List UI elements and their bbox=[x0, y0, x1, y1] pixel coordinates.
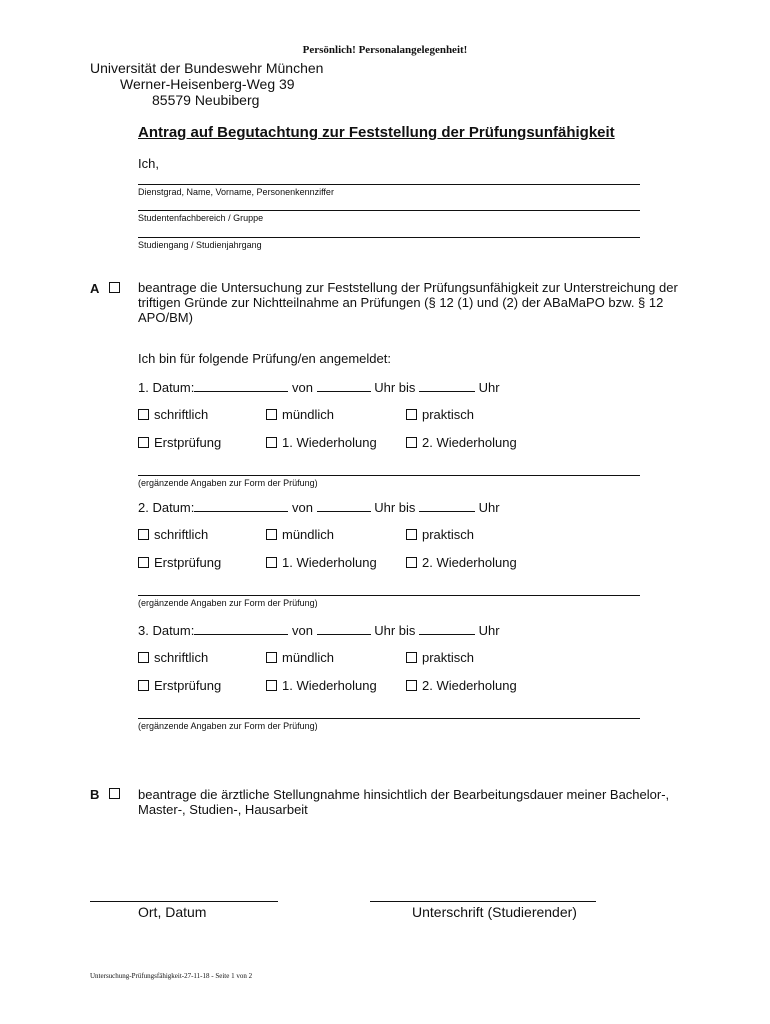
exam-2-to-label: Uhr bis bbox=[374, 500, 416, 515]
checkbox-icon[interactable] bbox=[266, 680, 277, 691]
checkbox-icon[interactable] bbox=[138, 557, 149, 568]
place-date-label: Ort, Datum bbox=[138, 904, 207, 920]
exam-3-to-label: Uhr bis bbox=[374, 623, 416, 638]
exam-2-option-repeat-1[interactable] bbox=[266, 555, 377, 570]
exam-1-supplement-label: (ergänzende Angaben zur Form der Prüfung) bbox=[138, 478, 318, 488]
field-line-name[interactable] bbox=[138, 184, 640, 185]
checkbox-icon[interactable] bbox=[406, 409, 417, 420]
checkbox-icon[interactable] bbox=[406, 437, 417, 448]
option-label: 2. Wiederholung bbox=[422, 555, 517, 570]
place-date-line[interactable] bbox=[90, 901, 278, 902]
option-label: mündlich bbox=[282, 650, 335, 665]
checkbox-icon[interactable] bbox=[138, 437, 149, 448]
exam-3-date-field[interactable] bbox=[194, 623, 288, 635]
exam-2-option-written[interactable] bbox=[138, 527, 208, 542]
exam-3-supplement-label: (ergänzende Angaben zur Form der Prüfung) bbox=[138, 721, 318, 731]
option-label: schriftlich bbox=[154, 527, 209, 542]
option-label: 1. Wiederholung bbox=[282, 678, 377, 693]
address-city: 85579 Neubiberg bbox=[152, 92, 260, 108]
checkbox-icon[interactable] bbox=[266, 557, 277, 568]
exam-2-from-field[interactable] bbox=[317, 500, 371, 512]
exam-1-date-field[interactable] bbox=[194, 380, 288, 392]
exam-1-option-oral[interactable] bbox=[266, 407, 334, 422]
checkbox-icon[interactable] bbox=[138, 529, 149, 540]
section-b-letter: B bbox=[90, 787, 100, 802]
exam-2-option-first[interactable] bbox=[138, 555, 221, 570]
exam-3-date-row bbox=[138, 623, 500, 638]
exam-1-option-practical[interactable] bbox=[406, 407, 474, 422]
option-label: 1. Wiederholung bbox=[282, 555, 377, 570]
option-label: Erstprüfung bbox=[154, 678, 222, 693]
exam-3-to-field[interactable] bbox=[419, 623, 475, 635]
exam-1-uhr-label: Uhr bbox=[478, 380, 500, 395]
exam-1-to-label: Uhr bis bbox=[374, 380, 416, 395]
signature-line[interactable] bbox=[370, 901, 596, 902]
exam-2-to-field[interactable] bbox=[419, 500, 475, 512]
field-line-department[interactable] bbox=[138, 210, 640, 211]
exam-2-supplement-label: (ergänzende Angaben zur Form der Prüfung) bbox=[138, 598, 318, 608]
exam-2-option-practical[interactable] bbox=[406, 527, 474, 542]
address-street: Werner-Heisenberg-Weg 39 bbox=[120, 76, 295, 92]
exam-3-uhr-label: Uhr bbox=[478, 623, 500, 638]
section-a-checkbox[interactable] bbox=[109, 282, 120, 293]
exam-2-date-field[interactable] bbox=[194, 500, 288, 512]
checkbox-icon[interactable] bbox=[138, 409, 149, 420]
exam-2-option-repeat-2[interactable] bbox=[406, 555, 517, 570]
confidential-note: Persönlich! Personalangelegenheit! bbox=[302, 44, 468, 56]
exam-1-option-repeat-2[interactable] bbox=[406, 435, 517, 450]
option-label: mündlich bbox=[282, 527, 335, 542]
checkbox-icon[interactable] bbox=[266, 409, 277, 420]
option-label: praktisch bbox=[422, 527, 475, 542]
exam-3-from-field[interactable] bbox=[317, 623, 371, 635]
exam-1-from-field[interactable] bbox=[317, 380, 371, 392]
option-label: Erstprüfung bbox=[154, 555, 222, 570]
registered-label: Ich bin für folgende Prüfung/en angemeldet: bbox=[138, 351, 391, 366]
page-title: Antrag auf Begutachtung zur Feststellung der Prüfungsunfähigkeit bbox=[138, 124, 615, 141]
exam-3-option-oral[interactable] bbox=[266, 650, 334, 665]
option-label: schriftlich bbox=[154, 407, 209, 422]
field-label-program: Studiengang / Studienjahrgang bbox=[138, 240, 262, 250]
exam-3-option-written[interactable] bbox=[138, 650, 208, 665]
exam-2-from-label: von bbox=[291, 500, 313, 515]
exam-3-option-practical[interactable] bbox=[406, 650, 474, 665]
option-label: Erstprüfung bbox=[154, 435, 222, 450]
checkbox-icon[interactable] bbox=[138, 652, 149, 663]
exam-3-supplement-line[interactable] bbox=[138, 718, 640, 719]
address-university: Universität der Bundeswehr München bbox=[90, 60, 324, 76]
signature-label: Unterschrift (Studierender) bbox=[412, 904, 577, 920]
checkbox-icon[interactable] bbox=[406, 652, 417, 663]
exam-1-to-field[interactable] bbox=[419, 380, 475, 392]
exam-3-from-label: von bbox=[291, 623, 313, 638]
checkbox-icon[interactable] bbox=[266, 529, 277, 540]
option-label: 2. Wiederholung bbox=[422, 678, 517, 693]
exam-1-supplement-line[interactable] bbox=[138, 475, 640, 476]
option-label: praktisch bbox=[422, 650, 475, 665]
option-label: mündlich bbox=[282, 407, 335, 422]
ich-label: Ich, bbox=[138, 156, 159, 171]
exam-2-option-oral[interactable] bbox=[266, 527, 334, 542]
section-b-checkbox[interactable] bbox=[109, 788, 120, 799]
checkbox-icon[interactable] bbox=[266, 437, 277, 448]
exam-3-date-label: 3. Datum: bbox=[138, 623, 195, 638]
field-line-program[interactable] bbox=[138, 237, 640, 238]
option-label: praktisch bbox=[422, 407, 475, 422]
exam-1-date-label: 1. Datum: bbox=[138, 380, 195, 395]
exam-3-option-first[interactable] bbox=[138, 678, 221, 693]
checkbox-icon[interactable] bbox=[406, 529, 417, 540]
page-footer: Untersuchung-Prüfungsfähigkeit-27-11-18 - Seite 1 von 2 bbox=[90, 972, 253, 980]
checkbox-icon[interactable] bbox=[406, 680, 417, 691]
exam-2-date-row bbox=[138, 500, 500, 515]
field-label-department: Studentenfachbereich / Gruppe bbox=[138, 213, 264, 223]
exam-1-date-row bbox=[138, 380, 500, 395]
exam-2-uhr-label: Uhr bbox=[478, 500, 500, 515]
checkbox-icon[interactable] bbox=[138, 680, 149, 691]
exam-1-from-label: von bbox=[291, 380, 313, 395]
section-a-text: beantrage die Untersuchung zur Feststellung der Prüfungsunfähigkeit zur Unterstreichung der triftigen Gründe zur Nichtteilnahme an Prüfungen (§ 12 (1) und (2) der ABaMaPO bzw. § 12 APO/BM) bbox=[138, 280, 678, 325]
exam-3-option-repeat-1[interactable] bbox=[266, 678, 377, 693]
exam-1-option-written[interactable] bbox=[138, 407, 208, 422]
exam-1-option-first[interactable] bbox=[138, 435, 221, 450]
option-label: 2. Wiederholung bbox=[422, 435, 517, 450]
exam-2-supplement-line[interactable] bbox=[138, 595, 640, 596]
section-b-text: beantrage die ärztliche Stellungnahme hinsichtlich der Bearbeitungsdauer meiner Bachelor-, Master-, Studien-, Hausarbeit bbox=[138, 787, 670, 817]
exam-2-date-label: 2. Datum: bbox=[138, 500, 195, 515]
checkbox-icon[interactable] bbox=[406, 557, 417, 568]
exam-3-option-repeat-2[interactable] bbox=[406, 678, 517, 693]
checkbox-icon[interactable] bbox=[266, 652, 277, 663]
option-label: schriftlich bbox=[154, 650, 209, 665]
section-a-letter: A bbox=[90, 281, 100, 296]
option-label: 1. Wiederholung bbox=[282, 435, 377, 450]
exam-1-option-repeat-1[interactable] bbox=[266, 435, 377, 450]
field-label-name: Dienstgrad, Name, Vorname, Personenkennziffer bbox=[138, 187, 334, 197]
